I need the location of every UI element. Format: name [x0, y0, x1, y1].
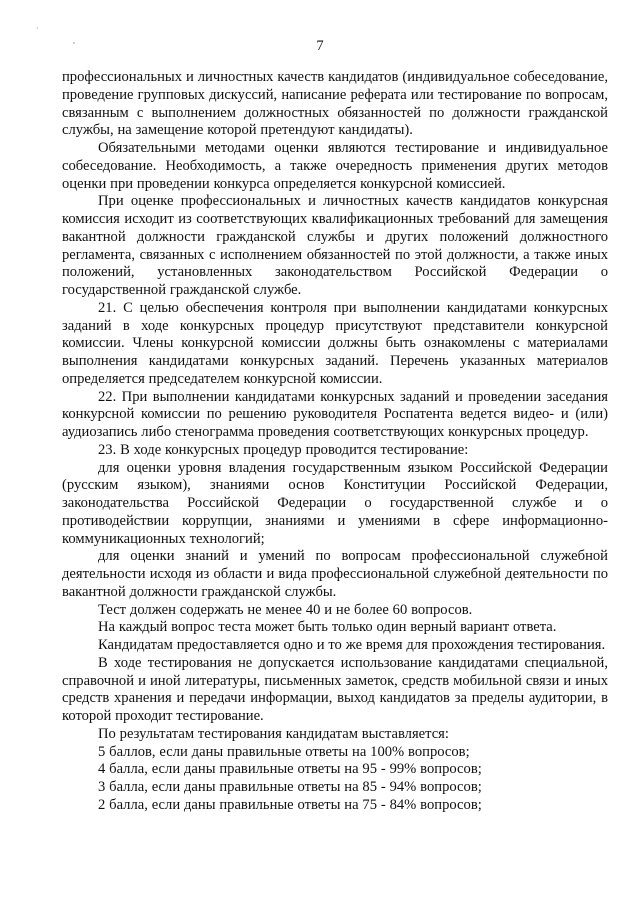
paragraph-test-question-count: Тест должен содержать не менее 40 и не более 60 вопросов. [98, 601, 473, 618]
score-item-5: 5 баллов, если даны правильные ответы на 100% вопросов; [98, 743, 470, 760]
paragraph-clause-22: 22. При выполнении кандидатами конкурсных заданий и проведении заседания конкурсной комиссии по решению руководителя Роспатента ведется видео- и (или) аудиозапись либо стенограмма проведения соответствующих конкурсных процедур. [62, 388, 608, 440]
paragraph-mandatory-methods: Обязательными методами оценки являются тестирование и индивидуальное собеседование. Необходимость, а также очередность применения других методов оценки при проведении конкурса определяется конкурсной комиссией. [62, 140, 608, 192]
page-number: 7 [316, 38, 324, 54]
scan-speck: · [36, 24, 39, 33]
paragraph-continuation: профессиональных и личностных качеств кандидатов (индивидуальное собеседование, проведение групповых дискуссий, написание реферата или тестирование по вопросам, связанным с выполнением должностных обязанностей по должности гражданской службы, на замещение которой претендуют кандидаты). [62, 69, 608, 139]
score-item-3: 3 балла, если даны правильные ответы на 85 - 94% вопросов; [98, 779, 482, 795]
paragraph-results-intro: По результатам тестирования кандидатам выставляется: [98, 725, 449, 742]
paragraph-clause-21: 21. С целью обеспечения контроля при выполнении кандидатами конкурсных заданий в ходе конкурсных процедур присутствуют представители конкурсной комиссии. Члены конкурсной комиссии должны быть ознакомлены с материалами выполнения кандидатами конкурсных заданий. Перечень указанных материалов определяется председателем конкурсной комиссии. [62, 299, 608, 387]
paragraph-language-test: для оценки уровня владения государственным языком Российской Федерации (русским языком), знаниями основ Конституции Российской Федерации, законодательства Российской Федерации о государственной службе и о противодействии коррупции, знаниями и умениями в сфере информационно-коммуникационных технологий; [62, 459, 608, 547]
score-item-4: 4 балла, если даны правильные ответы на 95 - 99% вопросов; [98, 761, 482, 778]
paragraph-clause-23: 23. В ходе конкурсных процедур проводится тестирование: [98, 441, 469, 458]
scan-speck: , [73, 36, 75, 45]
paragraph-professional-test: для оценки знаний и умений по вопросам профессиональной служебной деятельности исходя из области и вида профессиональной служебной деятельности по вакантной должности гражданской службы. [62, 548, 608, 600]
score-item-2: 2 балла, если даны правильные ответы на 75 - 84% вопросов; [98, 796, 482, 813]
paragraph-testing-restrictions: В ходе тестирования не допускается использование кандидатами специальной, справочной и иной литературы, письменных заметок, средств мобильной связи и иных средств хранения и передачи информации, выход кандидатов за пределы аудитории, в которой проходит тестирование. [62, 654, 608, 724]
paragraph-equal-time: Кандидатам предоставляется одно и то же время для прохождения тестирования. [98, 637, 606, 653]
paragraph-evaluation-criteria: При оценке профессиональных и личностных качеств кандидатов конкурсная комиссия исходит из соответствующих квалификационных требований для замещения вакантной должности гражданской службы и других положений должностного регламента, связанных с исполнением обязанностей по этой должности, а также иных положений, установленных законодательством Российской Федерации о государственной гражданской службе. [62, 193, 608, 298]
paragraph-single-answer: На каждый вопрос теста может быть только один верный вариант ответа. [98, 619, 557, 636]
document-body [62, 69, 608, 815]
